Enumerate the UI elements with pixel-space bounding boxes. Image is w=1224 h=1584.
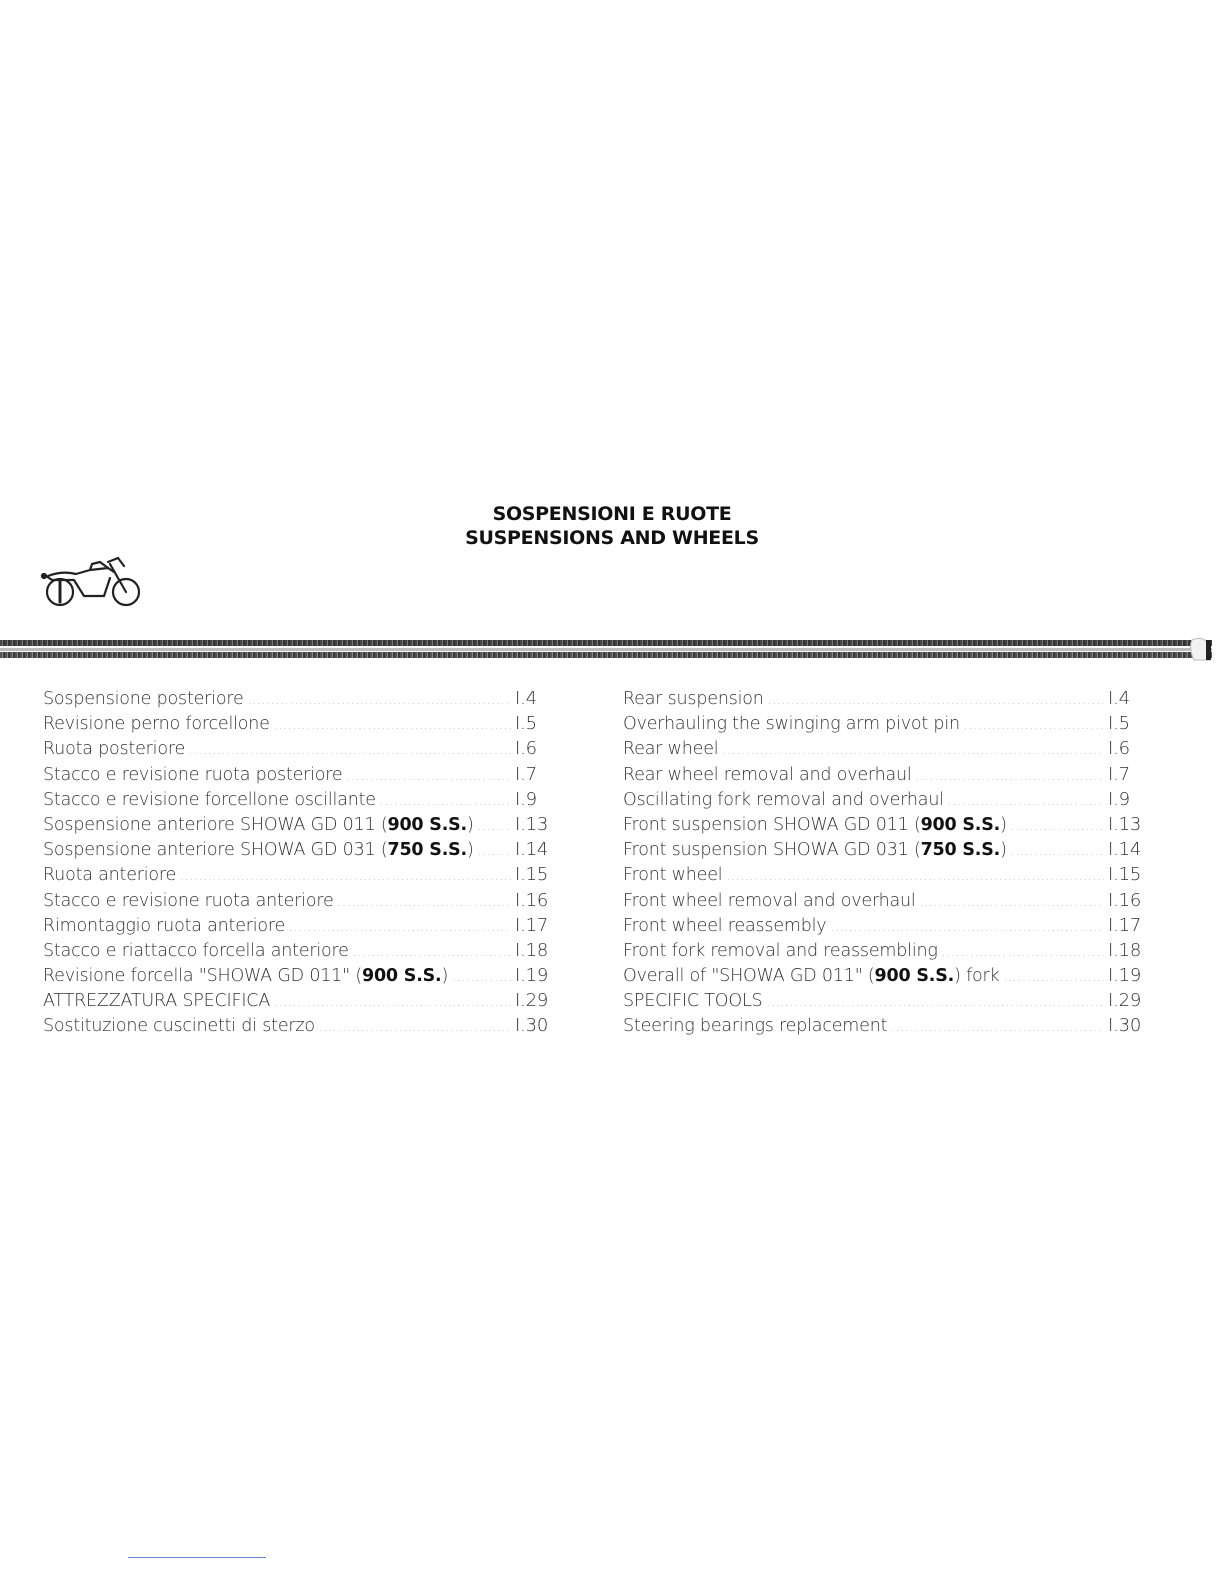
toc-leader-dots bbox=[289, 915, 511, 940]
toc-entry-title: Front wheel reassembly bbox=[623, 915, 827, 936]
toc-page-number: I.16 bbox=[515, 889, 549, 911]
toc-page-number: I.30 bbox=[515, 1015, 549, 1037]
toc-entry-title: Oscillating fork removal and overhaul bbox=[623, 789, 944, 810]
toc-leader-dots bbox=[478, 814, 511, 839]
toc-row[interactable] bbox=[623, 736, 1153, 761]
toc-leader-dots bbox=[380, 789, 511, 814]
toc-entry-title bbox=[43, 838, 474, 863]
toc-leader-dots bbox=[180, 864, 511, 889]
toc-leader-dots bbox=[920, 890, 1104, 915]
toc-page-number: I.9 bbox=[1108, 788, 1130, 810]
toc-entry-title: Steering bearings replacement bbox=[623, 1016, 888, 1037]
toc-page-number: I.15 bbox=[1108, 864, 1142, 886]
toc-page-number: I.14 bbox=[1108, 839, 1142, 861]
toc-row[interactable] bbox=[43, 862, 573, 887]
toc-row[interactable] bbox=[43, 762, 573, 787]
toc-page-number: I.4 bbox=[515, 688, 537, 709]
toc-leader-dots bbox=[766, 990, 1104, 1015]
toc-entry-title: Ruota anteriore bbox=[43, 865, 177, 886]
toc-entry-title: Revisione perno forcellone bbox=[43, 714, 270, 735]
toc-page-number: I.30 bbox=[1108, 1015, 1142, 1037]
model-label: 900 S.S. bbox=[387, 814, 467, 835]
toc-entry-title bbox=[623, 838, 1007, 863]
toc-row[interactable] bbox=[43, 787, 573, 812]
toc-entry-title: Sostituzione cuscinetti di sterzo bbox=[43, 1016, 315, 1037]
toc-entry-title: Stacco e revisione ruota posteriore bbox=[43, 764, 343, 785]
toc-leader-dots bbox=[768, 688, 1104, 713]
toc-page-number: I.4 bbox=[1108, 688, 1130, 709]
toc-entry-text: Revisione forcella "SHOWA GD 011" ( bbox=[43, 966, 362, 987]
toc-row[interactable] bbox=[43, 837, 573, 862]
toc-entry-text: Sospensione anteriore SHOWA GD 011 ( bbox=[43, 814, 388, 835]
toc-entry-suffix: ) bbox=[467, 840, 474, 861]
toc-entry-title: SPECIFIC TOOLS bbox=[623, 991, 763, 1012]
toc-leader-dots bbox=[1011, 839, 1104, 864]
toc-row[interactable] bbox=[623, 963, 1153, 988]
motorcycle-icon bbox=[38, 556, 148, 610]
toc-row[interactable] bbox=[43, 686, 573, 711]
toc-row[interactable] bbox=[623, 938, 1153, 963]
toc-leader-dots bbox=[189, 738, 511, 763]
toc-page-number: I.13 bbox=[1108, 813, 1142, 835]
toc-entry-title: Rear wheel removal and overhaul bbox=[623, 764, 912, 785]
toc-english bbox=[623, 686, 1153, 1039]
toc-entry-text: Front suspension SHOWA GD 011 ( bbox=[623, 814, 921, 835]
toc-entry-suffix: ) bbox=[441, 966, 449, 987]
toc-row[interactable] bbox=[623, 787, 1153, 812]
toc-leader-dots bbox=[452, 965, 511, 990]
page-edge-mark-icon bbox=[1190, 636, 1212, 662]
toc-row[interactable] bbox=[43, 711, 573, 736]
toc-page-number: I.15 bbox=[515, 864, 549, 886]
toc-row[interactable] bbox=[43, 736, 573, 761]
toc-row[interactable] bbox=[43, 812, 573, 837]
footer-divider bbox=[128, 1557, 266, 1558]
toc-row[interactable] bbox=[623, 1013, 1153, 1038]
toc-leader-dots bbox=[1011, 814, 1104, 839]
toc-entry-title: Rear suspension bbox=[623, 689, 764, 709]
toc-row[interactable] bbox=[43, 888, 573, 913]
toc-row[interactable] bbox=[43, 913, 573, 938]
toc-leader-dots bbox=[338, 890, 511, 915]
model-label: 900 S.S. bbox=[361, 966, 442, 987]
toc-leader-dots bbox=[353, 940, 511, 965]
toc-page-number: I.5 bbox=[515, 713, 537, 735]
toc-page-number: I.17 bbox=[515, 914, 549, 936]
toc-page-number: I.7 bbox=[515, 763, 537, 785]
toc-leader-dots bbox=[722, 738, 1104, 763]
toc-page-number: I.17 bbox=[1108, 914, 1142, 936]
toc-entry-title bbox=[623, 964, 999, 989]
toc-entry-suffix: ) fork bbox=[954, 966, 1000, 987]
toc-page-number: I.13 bbox=[515, 813, 549, 835]
toc-leader-dots bbox=[248, 688, 511, 713]
model-label: 750 S.S. bbox=[387, 840, 467, 861]
toc-leader-dots bbox=[964, 713, 1104, 738]
toc-row[interactable] bbox=[623, 988, 1153, 1013]
toc-page-number: I.19 bbox=[1108, 965, 1142, 987]
toc-page-number: I.14 bbox=[515, 839, 549, 861]
toc-leader-dots bbox=[346, 764, 511, 789]
toc-row[interactable] bbox=[623, 762, 1153, 787]
toc-leader-dots bbox=[478, 839, 511, 864]
toc-entry-text: Sospensione anteriore SHOWA GD 031 ( bbox=[43, 840, 388, 861]
toc-leader-dots bbox=[891, 1015, 1104, 1040]
title-english: SUSPENSIONS AND WHEELS bbox=[465, 527, 759, 549]
toc-row[interactable] bbox=[43, 1013, 573, 1038]
toc-entry-title: Front wheel removal and overhaul bbox=[623, 890, 916, 911]
toc-entry-title: Rear wheel bbox=[623, 739, 719, 760]
model-label: 900 S.S. bbox=[920, 814, 1001, 835]
toc-entry-title: Rimontaggio ruota anteriore bbox=[43, 915, 286, 936]
toc-leader-dots bbox=[942, 940, 1104, 965]
toc-entry-text: Overall of "SHOWA GD 011" ( bbox=[623, 966, 875, 987]
toc-row[interactable] bbox=[43, 988, 573, 1013]
header-rule-bottom bbox=[0, 652, 1212, 658]
toc-entry-title: Sospensione posteriore bbox=[43, 689, 244, 709]
toc-page-number: I.6 bbox=[515, 738, 537, 760]
toc-leader-dots bbox=[1003, 965, 1104, 990]
toc-row[interactable] bbox=[623, 812, 1153, 837]
toc-page-number: I.5 bbox=[1108, 713, 1130, 735]
title-italian: SOSPENSIONI E RUOTE bbox=[492, 503, 732, 525]
toc-entry-title bbox=[43, 964, 448, 989]
toc-page-number: I.6 bbox=[1108, 738, 1130, 760]
toc-entry-suffix: ) bbox=[467, 814, 474, 835]
toc-leader-dots bbox=[948, 789, 1104, 814]
toc-row[interactable] bbox=[623, 913, 1153, 938]
toc-leader-dots bbox=[319, 1015, 511, 1040]
toc-entry-title bbox=[623, 813, 1007, 838]
toc-entry-suffix: ) bbox=[1000, 840, 1007, 861]
toc-italian bbox=[43, 686, 573, 1039]
toc-entry-title: Overhauling the swinging arm pivot pin bbox=[623, 714, 960, 735]
toc-entry-title: Stacco e revisione ruota anteriore bbox=[43, 890, 334, 911]
toc-leader-dots bbox=[726, 864, 1104, 889]
toc-page-number: I.18 bbox=[1108, 939, 1142, 961]
header-rule-top bbox=[0, 640, 1212, 646]
toc-page-number: I.9 bbox=[515, 788, 537, 810]
toc-row[interactable] bbox=[623, 837, 1153, 862]
section-heading bbox=[0, 502, 1224, 550]
toc-entry-title: Ruota posteriore bbox=[43, 739, 186, 760]
toc-row[interactable] bbox=[43, 938, 573, 963]
header-rule-middle bbox=[0, 648, 1212, 651]
toc-page-number: I.29 bbox=[515, 990, 549, 1012]
toc-leader-dots bbox=[274, 990, 511, 1015]
toc-row[interactable] bbox=[623, 862, 1153, 887]
toc-page-number: I.19 bbox=[515, 965, 549, 987]
model-label: 900 S.S. bbox=[874, 966, 955, 987]
toc-entry-title: Front fork removal and reassembling bbox=[623, 940, 938, 961]
toc-page-number: I.7 bbox=[1108, 763, 1130, 785]
toc-page-number: I.18 bbox=[515, 939, 549, 961]
toc-row[interactable] bbox=[623, 888, 1153, 913]
toc-entry-suffix: ) bbox=[1000, 814, 1007, 835]
toc-entry-title: Front wheel bbox=[623, 865, 723, 886]
toc-entry-title bbox=[43, 813, 474, 838]
toc-entry-title: Stacco e revisione forcellone oscillante bbox=[43, 789, 376, 810]
toc-page-number: I.29 bbox=[1108, 990, 1142, 1012]
toc-row[interactable] bbox=[623, 711, 1153, 736]
toc-row[interactable] bbox=[43, 963, 573, 988]
toc-leader-dots bbox=[274, 713, 511, 738]
toc-entry-title: Stacco e riattacco forcella anteriore bbox=[43, 940, 349, 961]
toc-leader-dots bbox=[916, 764, 1104, 789]
toc-page-number: I.16 bbox=[1108, 889, 1142, 911]
toc-entry-title: ATTREZZATURA SPECIFICA bbox=[43, 991, 271, 1012]
toc-entry-text: Front suspension SHOWA GD 031 ( bbox=[623, 840, 921, 861]
toc-leader-dots bbox=[830, 915, 1104, 940]
model-label: 750 S.S. bbox=[920, 840, 1001, 861]
toc-row[interactable] bbox=[623, 686, 1153, 711]
